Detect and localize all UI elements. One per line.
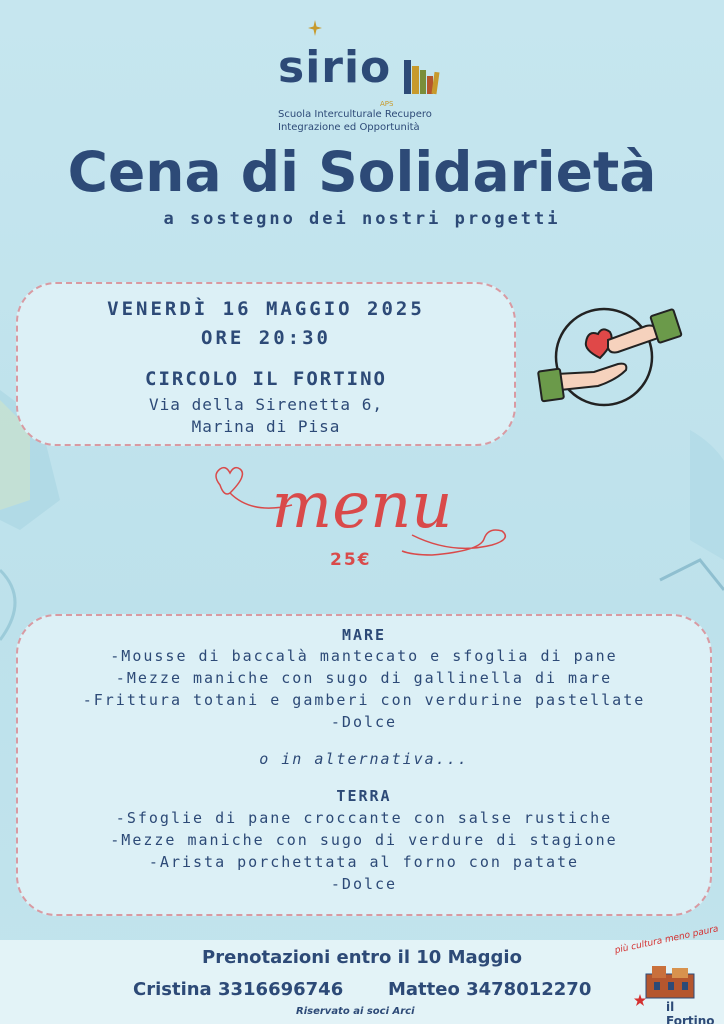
contact-matteo: Matteo 3478012270	[388, 979, 592, 1000]
menu-alternative: o in alternativa...	[259, 750, 469, 768]
helping-hands-heart-icon	[536, 302, 686, 412]
members-note: Riservato ai soci Arci	[296, 1006, 415, 1017]
logo-subtitle-line1: Scuola Interculturale Recupero	[278, 109, 432, 120]
menu-heading: menu	[271, 469, 453, 543]
page-title: Cena di Solidarietà	[67, 140, 657, 204]
fortino-logo	[613, 924, 720, 1024]
star-icon	[634, 994, 646, 1006]
mare-item-4: -Dolce	[330, 713, 398, 731]
logo-word: sirio	[278, 42, 392, 93]
mare-item-1: -Mousse di baccalà mantecato e sfoglia di pane	[110, 647, 618, 665]
terra-item-4: -Dolce	[330, 875, 398, 893]
building-icon	[642, 964, 698, 1000]
event-address-line2: Marina di Pisa	[191, 417, 341, 436]
menu-price: 25€	[330, 550, 372, 570]
contact-cristina: Cristina 3316696746	[133, 979, 344, 1000]
books-icon	[404, 56, 440, 98]
sirio-logo	[276, 20, 476, 133]
menu-box	[16, 614, 712, 916]
terra-item-3: -Arista porchettata al forno con patate	[148, 853, 580, 871]
terra-item-1: -Sfoglie di pane croccante con salse rustiche	[115, 809, 613, 827]
mare-title: MARE	[341, 626, 387, 644]
fortino-tagline: più cultura meno paura	[613, 924, 720, 956]
page-subtitle: a sostegno dei nostri progetti	[163, 209, 561, 229]
fortino-name: il Fortino	[666, 1000, 715, 1024]
logo-subtitle	[278, 108, 432, 134]
terra-title: TERRA	[336, 787, 392, 805]
event-date: VENERDÌ 16 MAGGIO 2025	[107, 298, 425, 320]
mare-item-3: -Frittura totani e gamberi con verdurine pastellate	[82, 691, 646, 709]
event-address-line1: Via della Sirenetta 6,	[149, 395, 383, 414]
heart-icon	[216, 468, 242, 494]
star-icon	[308, 20, 322, 36]
mare-item-2: -Mezze maniche con sugo di gallinella di mare	[115, 669, 613, 687]
logo-aps: APS	[380, 100, 394, 108]
event-details-box	[16, 282, 516, 446]
event-time: ORE 20:30	[201, 327, 331, 349]
booking-deadline-text: Prenotazioni entro il 10 Maggio	[202, 947, 522, 968]
event-venue: CIRCOLO IL FORTINO	[145, 368, 387, 390]
terra-item-2: -Mezze maniche con sugo di verdure di stagione	[110, 831, 618, 849]
menu-decoration	[212, 455, 512, 565]
logo-subtitle-line2: Integrazione ed Opportunità	[278, 122, 420, 133]
